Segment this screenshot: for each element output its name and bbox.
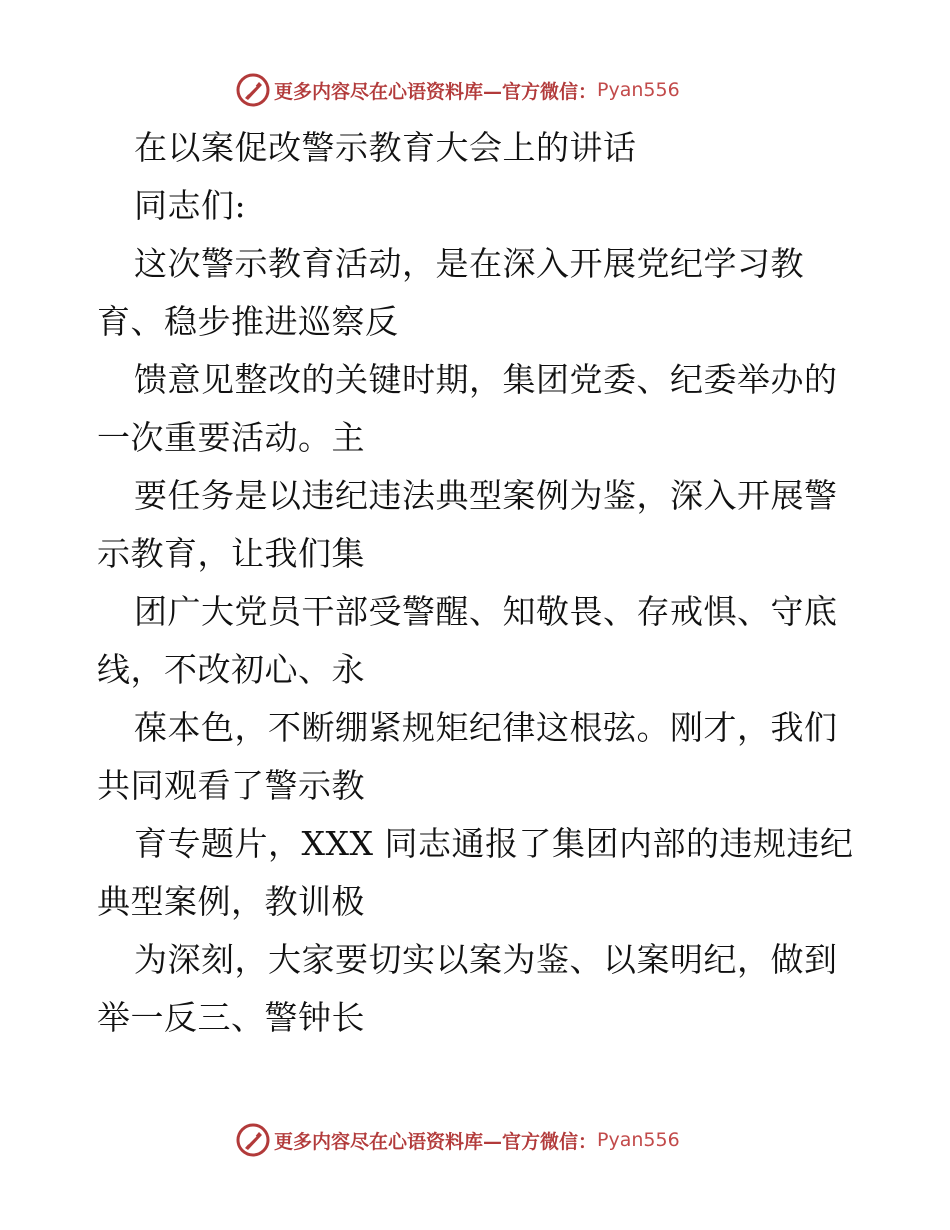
paragraph-line: 馈意见整改的关键时期，集团党委、纪委举办的 <box>134 360 838 399</box>
footer-banner <box>236 1123 680 1157</box>
paragraph-line: 团广大党员干部受警醒、知敬畏、存戒惧、守底 <box>134 592 838 631</box>
paragraph-line: 示教育，让我们集 <box>97 534 365 573</box>
paragraph-line: 线，不改初心、永 <box>97 650 365 689</box>
paragraph-line: 育专题片，XXX 同志通报了集团内部的违规违纪 <box>134 824 854 863</box>
paragraph-line: 为深刻，大家要切实以案为鉴、以案明纪，做到 <box>134 940 838 979</box>
paragraph-line: 葆本色，不断绷紧规矩纪律这根弦。刚才，我们 <box>134 708 838 747</box>
banner-wechat-id: Pyan556 <box>597 79 680 101</box>
salutation: 同志们: <box>134 186 247 225</box>
paragraph-line: 典型案例，教训极 <box>97 882 365 921</box>
paragraph-line: 要任务是以违纪违法典型案例为鉴，深入开展警 <box>134 476 838 515</box>
paragraph-line: 一次重要活动。主 <box>97 418 365 457</box>
quill-pen-logo-icon <box>236 73 270 107</box>
banner-text: 更多内容尽在心语资料库—官方微信： <box>274 80 598 103</box>
paragraph-line: 这次警示教育活动，是在深入开展党纪学习教 <box>134 244 804 283</box>
quill-pen-logo-icon <box>236 1123 270 1157</box>
banner-wechat-id: Pyan556 <box>597 1129 680 1151</box>
paragraph-line: 育、稳步推进巡察反 <box>97 302 399 341</box>
document-title: 在以案促改警示教育大会上的讲话 <box>134 128 637 167</box>
paragraph-line: 举一反三、警钟长 <box>97 998 365 1037</box>
banner-text: 更多内容尽在心语资料库—官方微信： <box>274 1130 598 1153</box>
header-banner <box>236 73 680 107</box>
paragraph-line: 共同观看了警示教 <box>97 766 365 805</box>
